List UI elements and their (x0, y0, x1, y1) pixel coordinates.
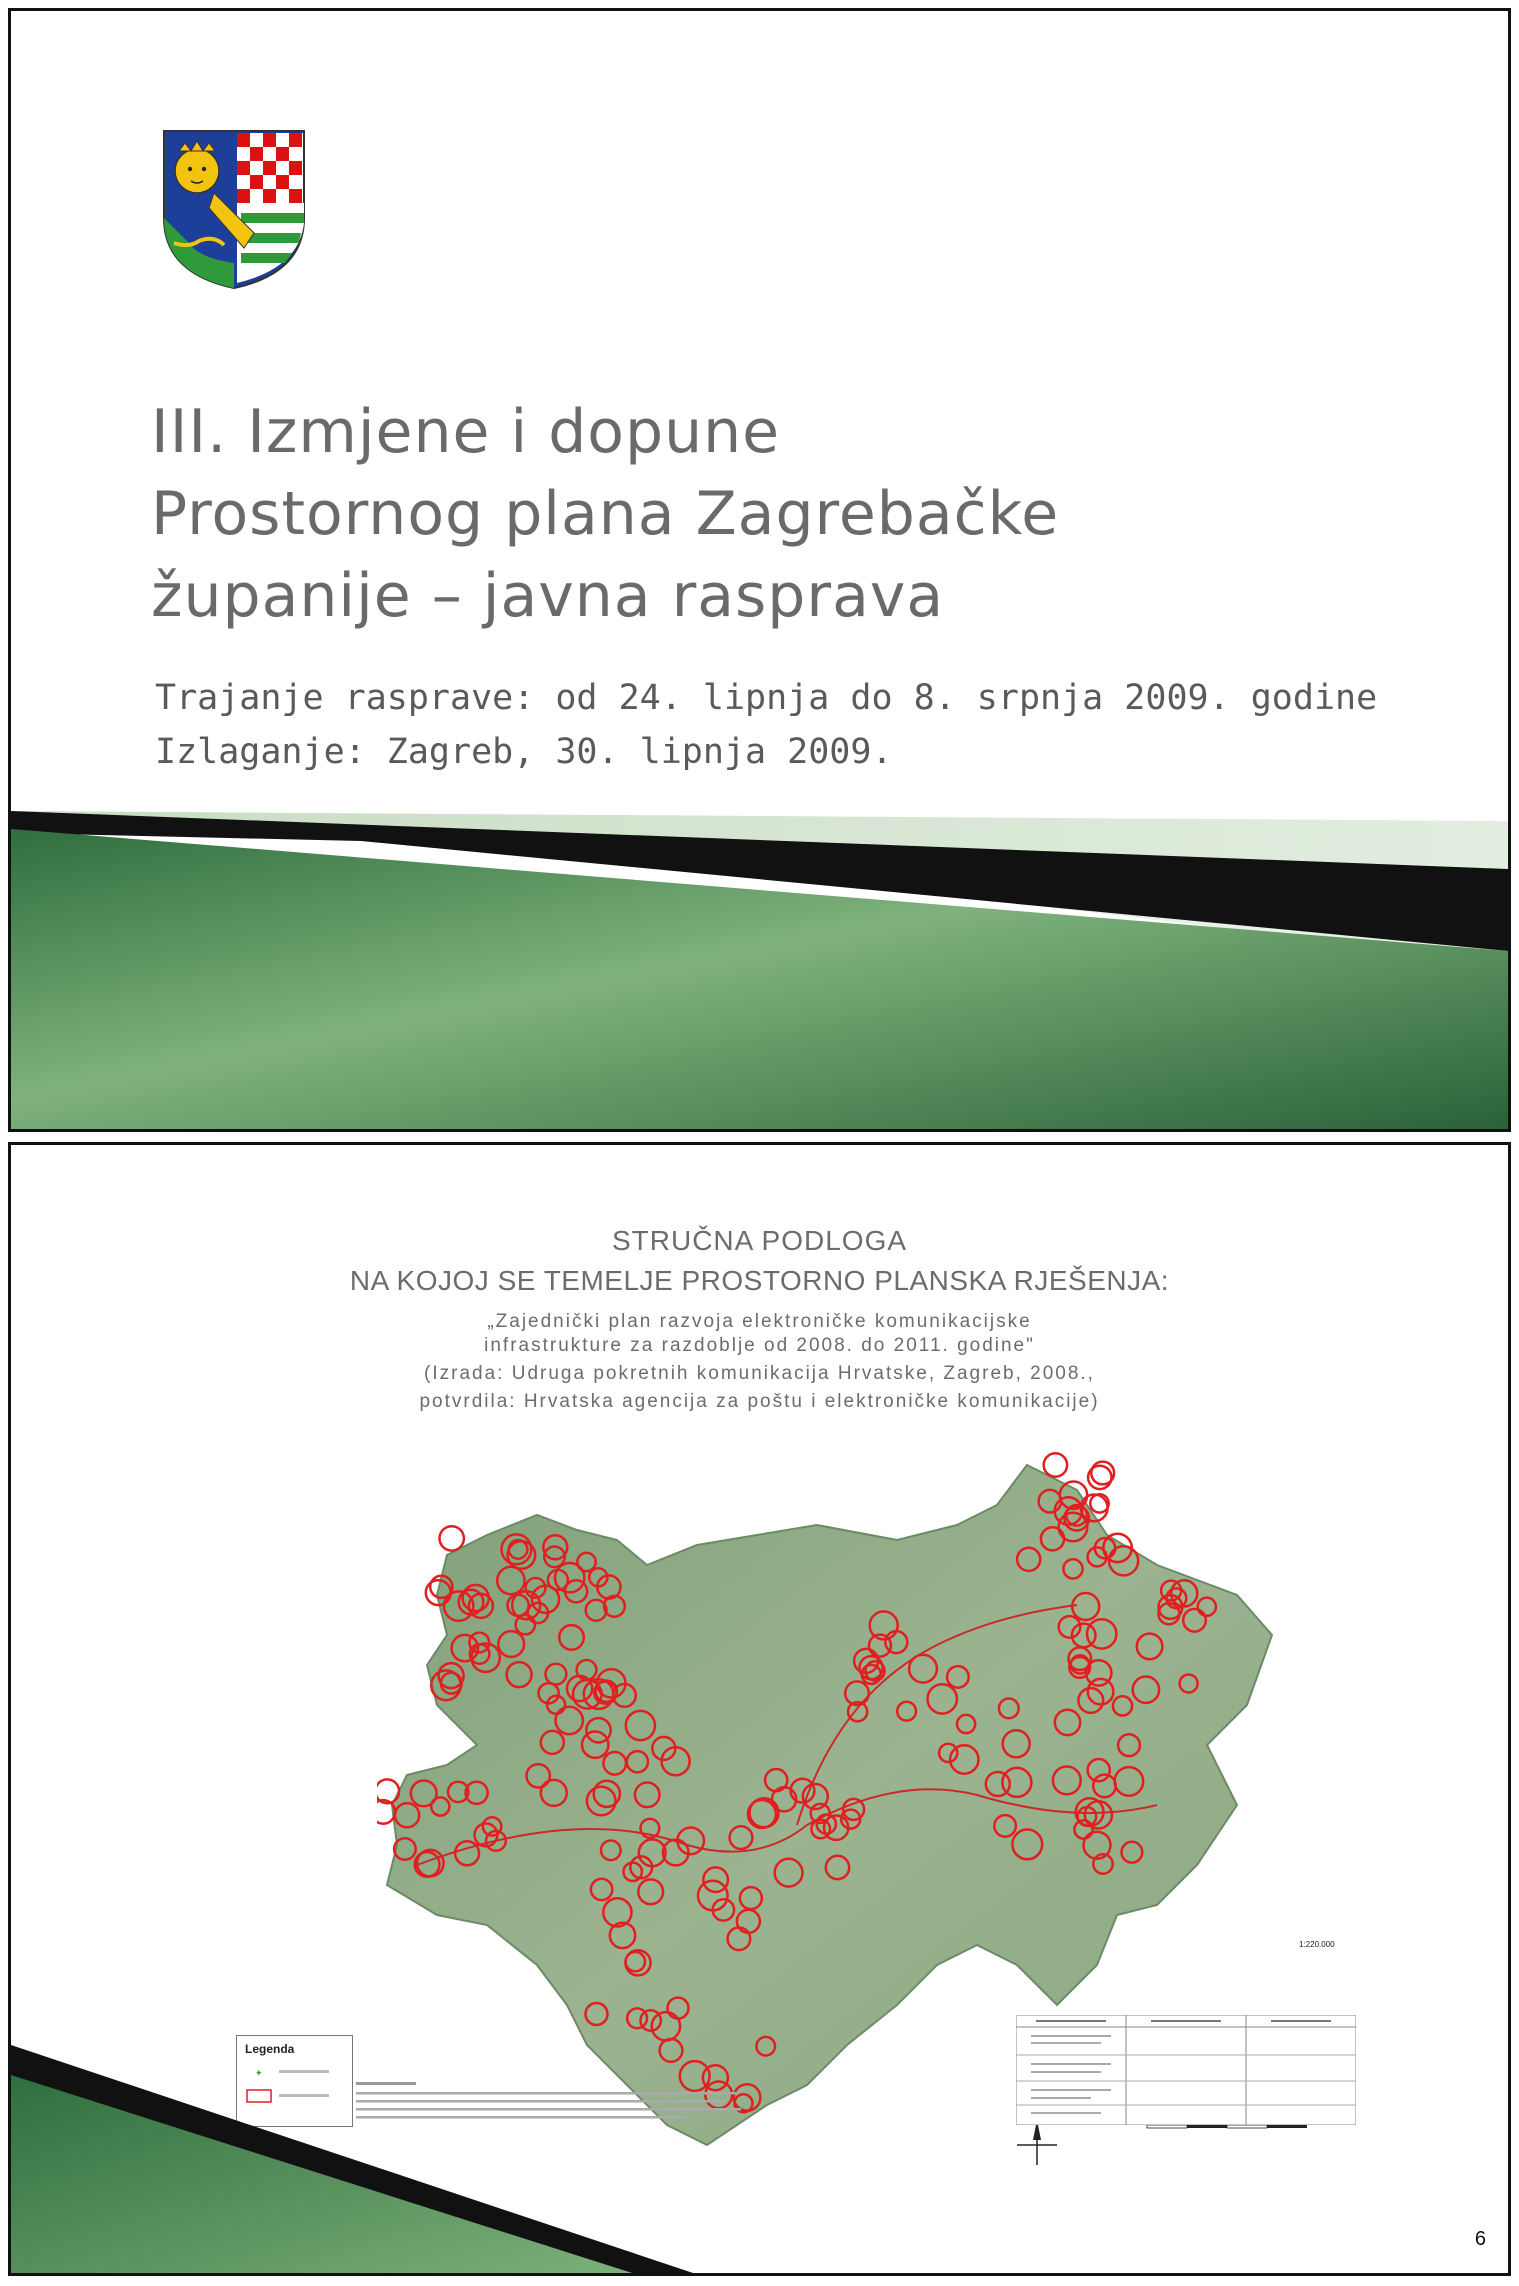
title-line-2: Prostornog plana Zagrebačke (151, 479, 1060, 549)
subtitle-presentation: Izlaganje: Zagreb, 30. lipnja 2009. (155, 732, 893, 772)
svg-text:✦: ✦ (255, 2069, 263, 2079)
coverage-circle (1044, 1453, 1067, 1476)
scale-bar-icon (1147, 2125, 1307, 2128)
map-slide (8, 1142, 1511, 2276)
coverage-circle (440, 1526, 464, 1550)
heading-line-1: STRUČNA PODLOGA (611, 1225, 908, 1256)
heading-line-2: NA KOJOJ SE TEMELJE PROSTORNO PLANSKA RJEŠENJA: (349, 1265, 1170, 1296)
slide-title (151, 391, 1401, 637)
title-line-1: III. Izmjene i dopune (151, 397, 781, 467)
heading-line-3: „Zajednički plan razvoja elektroničke komunikacijske (487, 1311, 1032, 1332)
heading-line-6: potvrdila: Hrvatska agencija za poštu i elektroničke komunikacije) (419, 1391, 1100, 1412)
info-table-icon (1016, 2015, 1356, 2125)
coverage-circle (377, 1779, 399, 1803)
subtitle-duration: Trajanje rasprave: od 24. lipnja do 8. srpnja 2009. godine (155, 678, 1378, 718)
heading-line-4: infrastrukture za razdoblje od 2008. do 2011. godine" (484, 1335, 1035, 1356)
coat-of-arms-icon (159, 123, 309, 293)
legend-title: Legenda (245, 2042, 295, 2056)
green-corner-decoration (11, 2045, 711, 2276)
heading-line-5: (Izrada: Udruga pokretnih komunikacija Hrvatske, Zagreb, 2008., (424, 1363, 1095, 1384)
green-decorative-band (11, 811, 1508, 1129)
compass-icon (1017, 2120, 1057, 2165)
title-slide (8, 8, 1511, 1132)
page-number: 6 (1474, 2228, 1486, 2250)
scale-label: 1:220.000 (1299, 1940, 1335, 1949)
title-line-3: županije – javna rasprava (151, 561, 945, 631)
slide-subtitle (155, 671, 1377, 779)
